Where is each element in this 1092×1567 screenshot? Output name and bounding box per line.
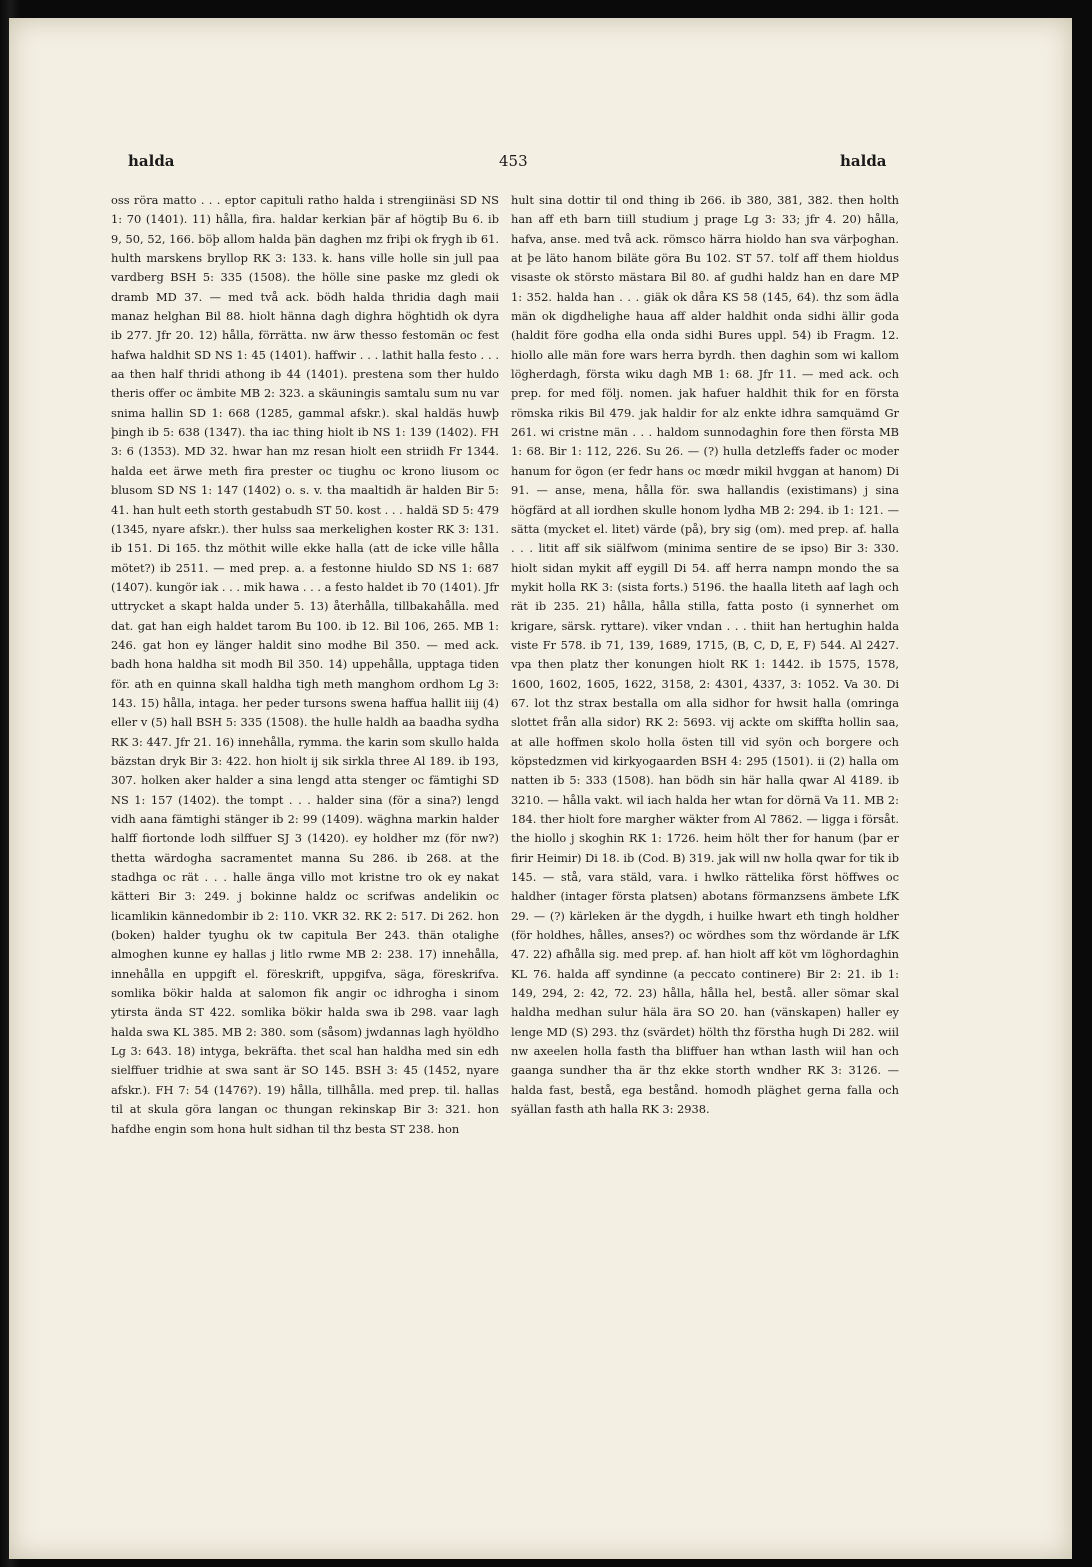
right-column — [511, 191, 899, 1120]
page-number: 453 — [499, 152, 528, 170]
right-guide-word: halda — [840, 152, 887, 170]
running-head — [9, 152, 1072, 174]
left-column — [111, 191, 499, 1139]
dictionary-page — [9, 18, 1072, 1559]
left-column-text: oss röra matto . . . eptor capituli ratho halda i strengiinäsi SD NS 1: 70 (1401). 11) hålla, fira. haldar kerkian þär af högtiþ Bu 6. ib 9, 50, 52, 166. böþ allom halda þän daghen mz friþi ok frygh ib 61. hulth marskens bryllop RK 3: 133. k. hans ville holle sin jull paa vardberg BSH 5: 335 (1508). the hölle sine paske mz gledi ok dramb MD 37. — med två ack. bödh halda thridia dagh maii manaz helghan Bil 88. hiolt hänna dagh dighra höghtidh ok dyra ib 277. Jfr 20. 12) hålla, förrätta. nw ärw thesso festomän oc fest hafwa haldhit SD NS 1: 45 (1401). haffwir . . . lathit halla festo . . . aa then half thridi athong ib 44 (1401). prestena som ther huldo theris offer oc ämbite MB 2: 323. a skäuningis samtalu sum nu var snima hallin SD 1: 668 (1285, gammal afskr.). skal haldäs huwþ þingh ib 5: 638 (1347). tha iac thing hiolt ib NS 1: 139 (1402). FH 3: 6 (1353). MD 32. hwar han mz resan hiolt een striidh Fr 1344. halda eet ärwe meth fira prester oc tiughu oc krono liusom oc blusom SD NS 1: 147 (1402) o. s. v. tha maaltidh är halden Bir 5: 41. han hult eeth storth gestabudh ST 50. kost . . . haldä SD 5: 479 (1345, nyare afskr.). ther hulss saa merkelighen koster RK 3: 131. ib 151. Di 165. thz möthit wille ekke halla (att de icke ville hålla mötet?) ib 2511. — med prep. a. a festonne hiuldo SD NS 1: 687 (1407). kungör iak . . . mik hawa . . . a festo haldet ib 70 (1401). Jfr uttrycket a skapt halda under 5. 13) återhålla, tillbakahålla. med dat. gat han eigh haldet tarom Bu 100. ib 12. Bil 106, 265. MB 1: 246. gat hon ey länger haldit sino modhe Bil 350. — med ack. badh hona haldha sit modh Bil 350. 14) uppehålla, upptaga tiden för. ath en quinna skall haldha tigh meth manghom ordhom Lg 3: 143. 15) hålla, intaga. her peder tursons swena haffua hallit iiij (4) eller v (5) hall BSH 5: 335 (1508). the hulle haldh aa baadha sydha RK 3: 447. Jfr 21. 16) innehålla, rymma. the karin som skullo halda bäzstan dryk Bir 3: 422. hon hiolt ij sik sirkla three Al 189. ib 193, 307. holken aker halder a sina lengd atta stenger oc fämtighi SD NS 1: 157 (1402). the tompt . . . halder sina (för a sina?) lengd vidh aana fämtighi stänger ib 2: 99 (1409). wäghna markin halder halff fiortonde lodh silffuer SJ 3 (1420). ey holdher mz (för nw?) thetta wärdogha sacramentet manna Su 286. ib 268. at the stadhga oc rät . . . halle änga villo mot kristne tro ok ey nakat kätteri Bir 3: 249. j bokinne haldz oc scrifwas andelikin oc licamlikin kännedombir ib 2: 110. VKR 32. RK 2: 517. Di 262. hon (boken) halder tyughu ok tw capitula Ber 243. thän otalighe almoghen kunne ey hallas j litlo rwme MB 2: 238. 17) innehålla, innehålla en uppgift el. föreskrift, uppgifva, säga, föreskrifva. somlika bökir halda at salomon fik angir oc idhrogha i sinom ytirsta ända ST 422. somlika bökir halda swa ib 298. vaar lagh halda swa KL 385. MB 2: 380. som (såsom) jwdannas lagh hyöldho Lg 3: 643. 18) intyga, bekräfta. thet scal han haldha med sin edh sielffuer tridhie at swa sant är SO 145. BSH 3: 45 (1452, nyare afskr.). FH 7: 54 (1476?). 19) hålla, tillhålla. med prep. til. hallas til at skula göra langan oc thungan rekinskap Bir 3: 321. hon hafdhe engin som hona hult sidhan til thz besta ST 238. hon — [111, 193, 499, 1136]
right-column-text: hult sina dottir til ond thing ib 266. ib 380, 381, 382. then holth han aff eth barn tiill studium j prage Lg 3: 33; jfr 4. 20) hålla, hafva, anse. med två ack. römsco härra hioldo han sva värþoghan. at þe läto hanom biläte göra Bu 102. ST 57. tolf aff them hioldus visaste ok störsto mästara Bil 80. af gudhi haldz han en dare MP 1: 352. halda han . . . giäk ok dåra KS 58 (145, 64). thz som ädla män ok digdhelighe haua aff alder haldhit onda sidhi ällir goda (haldit före godha ella onda sidhi Bures uppl. 54) ib Fragm. 12. hiollo alle män fore wars herra byrdh. then daghin som wi kallom lögherdagh, första wiku dagh MB 1: 68. Jfr 11. — med ack. och prep. for med följ. nomen. jak hafuer haldhit thik for en första römska rikis Bil 479. jak haldir for alz enkte idhra samquämd Gr 261. wi cristne män . . . haldom sunnodaghin fore then första MB 1: 68. Bir 1: 112, 226. Su 26. — (?) hulla detzleffs fader oc moder hanum for ögon (er fedr hans oc mœdr mikil hvggan at hanom) Di 91. — anse, mena, hålla för. swa hallandis (existimans) j sina högfärd at all iordhen skulle honom lydha MB 2: 294. ib 1: 121. — sätta (mycket el. litet) värde (på), bry sig (om). med prep. af. halla . . . litit aff sik siälfwom (minima sentire de se ipso) Bir 3: 330. hiolt sidan mykit aff eygill Di 54. aff herra nampn mondo the sa mykit holla RK 3: (sista forts.) 5196. the haalla liteth aaf lagh och rät ib 235. 21) hålla, hålla stilla, fatta posto (i synnerhet om krigare, särsk. ryttare). viker vndan . . . thiit han hertughin halda viste Fr 578. ib 71, 139, 1689, 1715, (B, C, D, E, F) 544. Al 2427. vpa then platz ther konungen hiolt RK 1: 1442. ib 1575, 1578, 1600, 1602, 1605, 1622, 3158, 2: 4301, 4337, 3: 1052. Va 30. Di 67. lot thz strax bestalla om alla sidhor for hwsit halla (omringa slottet från alla sidor) RK 2: 5693. vij ackte om skiffta hollin saa, at alle hoffmen skolo holla östen till vid syön och borgere och köpstedzmen vid kirkyogaarden BSH 4: 295 (1501). ii (2) halla om natten ib 5: 333 (1508). han bödh sin här halla qwar Al 4189. ib 3210. — hålla vakt. wil iach halda her wtan for dörnä Va 11. MB 2: 184. ther hiolt fore margher wäkter from Al 7862. — ligga i försåt. the hiollo j skoghin RK 1: 1726. heim hölt ther for hanum (þar er firir Heimir) Di 18. ib (Cod. B) 319. jak will nw holla qwar for tik ib 145. — stå, vara stäld, vara. i hwlko rättelika först höffwes oc haldher (intager första platsen) abotans förmanzsens ämbete LfK 29. — (?) kärleken är the dygdh, i huilke hwart eth tingh holdher (för holdhes, hålles, anses?) oc wördhes som thz wördande är LfK 47. 22) afhålla sig. med prep. af. han hiolt aff köt vm löghordaghin KL 76. halda aff syndinne (a peccato continere) Bir 2: 21. ib 1: 149, 294, 2: 42, 72. 23) hålla, hålla hel, bestå. aller sömar skal haldha medhan sulur häla ära SO 20. han (vänskapen) haller ey lenge MD (S) 293. thz (svärdet) hölth thz förstha hugh Di 282. wiil nw axeelen holla fasth tha bliffuer han wthan lasth wiil han och gaanga sundher tha är thz ekke storth wndher RK 3: 3126. — halda fast, bestå, ega bestånd. homodh pläghet gerna falla och syällan fasth ath halla RK 3: 2938. — [511, 193, 899, 1117]
left-guide-word: halda — [128, 152, 175, 170]
